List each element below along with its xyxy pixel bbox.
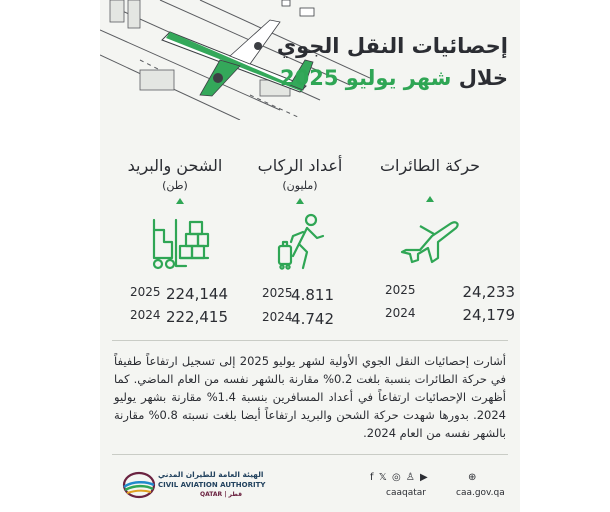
stat-year: 2025 xyxy=(262,286,293,300)
stat-year: 2025 xyxy=(385,283,416,297)
stat-value: 4.742 xyxy=(291,310,334,328)
increase-arrow-icon xyxy=(296,198,304,204)
facebook-icon[interactable]: f xyxy=(370,472,374,483)
stat-row-2024 xyxy=(385,306,515,326)
stat-year: 2025 xyxy=(130,285,161,299)
x-icon[interactable]: 𝕏 xyxy=(378,472,387,483)
column-unit: (مليون) xyxy=(282,179,318,192)
logo-english-name: CIVIL AVIATION AUTHORITY xyxy=(158,481,266,489)
increase-arrow-icon xyxy=(176,198,184,204)
title-prefix: خلال xyxy=(458,66,508,90)
website-link[interactable]: caa.gov.qa xyxy=(456,488,505,498)
cargo-forklift-icon xyxy=(150,214,214,272)
instagram-icon[interactable]: ◎ xyxy=(391,472,401,483)
stat-row-2025 xyxy=(130,285,228,305)
stat-value: 24,179 xyxy=(462,306,515,324)
stat-row-2025 xyxy=(262,286,334,306)
stat-column-cargo xyxy=(110,155,240,193)
youtube-icon[interactable]: ▶ xyxy=(420,472,428,483)
social-handle[interactable]: caaqatar xyxy=(386,488,426,498)
stat-value: 222,415 xyxy=(165,308,228,326)
footer-divider xyxy=(112,454,508,455)
stat-year: 2024 xyxy=(385,306,416,320)
snapchat-icon[interactable]: ♙ xyxy=(405,472,415,483)
column-heading: الشحن والبريد xyxy=(127,156,223,175)
stat-column-passengers xyxy=(235,155,365,193)
section-divider xyxy=(112,340,508,341)
stat-value: 224,144 xyxy=(165,285,228,303)
logo-arabic-name: الهيئة العامة للطيران المدني xyxy=(158,470,264,479)
title-line-1: إحصائيات النقل الجوي xyxy=(276,34,508,58)
globe-icon: ⊕ xyxy=(468,472,477,483)
stat-year: 2024 xyxy=(262,310,293,324)
column-unit: (طن) xyxy=(162,179,188,192)
stat-column-aircraft xyxy=(365,155,495,177)
infographic-card xyxy=(100,0,520,512)
stat-value: 24,233 xyxy=(462,283,515,301)
stat-row-2024 xyxy=(262,310,334,330)
column-heading: أعداد الركاب xyxy=(257,156,343,175)
summary-paragraph: أشارت إحصائيات النقل الجوي الأولية لشهر يوليو 2025 إلى تسجيل ارتفاعاً طفيفاً في حركة الطائرات بنسبة بلغت 0.2% مقارنة بالشهر نفسه من العام الماضي. كما أظهرت الإحصائيات ارتفاعاً في أعداد المسافرين بنسبة 1.4% مقارنة بشهر يوليو 2024. بدورها شهدت حركة الشحن والبريد ارتفاعاً أيضا بلغت نسبته 0.8% مقارنة بالشهر نفسه من العام 2024. xyxy=(114,354,507,440)
stat-row-2024 xyxy=(130,308,228,328)
increase-arrow-icon xyxy=(426,196,434,202)
stat-value: 4.811 xyxy=(291,286,334,304)
stat-row-2025 xyxy=(385,283,515,303)
caa-logo-emblem xyxy=(122,470,156,500)
stat-year: 2024 xyxy=(130,308,161,322)
page-title xyxy=(277,32,508,92)
title-highlight: شهر يوليو 2025 xyxy=(280,66,452,90)
footer xyxy=(100,456,520,512)
traveler-icon xyxy=(273,212,329,272)
airplane-icon xyxy=(398,212,462,268)
column-heading: حركة الطائرات xyxy=(379,156,481,175)
title-line-2 xyxy=(277,64,508,92)
logo-country: QATAR | قطر xyxy=(200,491,243,498)
social-icons xyxy=(370,472,428,483)
